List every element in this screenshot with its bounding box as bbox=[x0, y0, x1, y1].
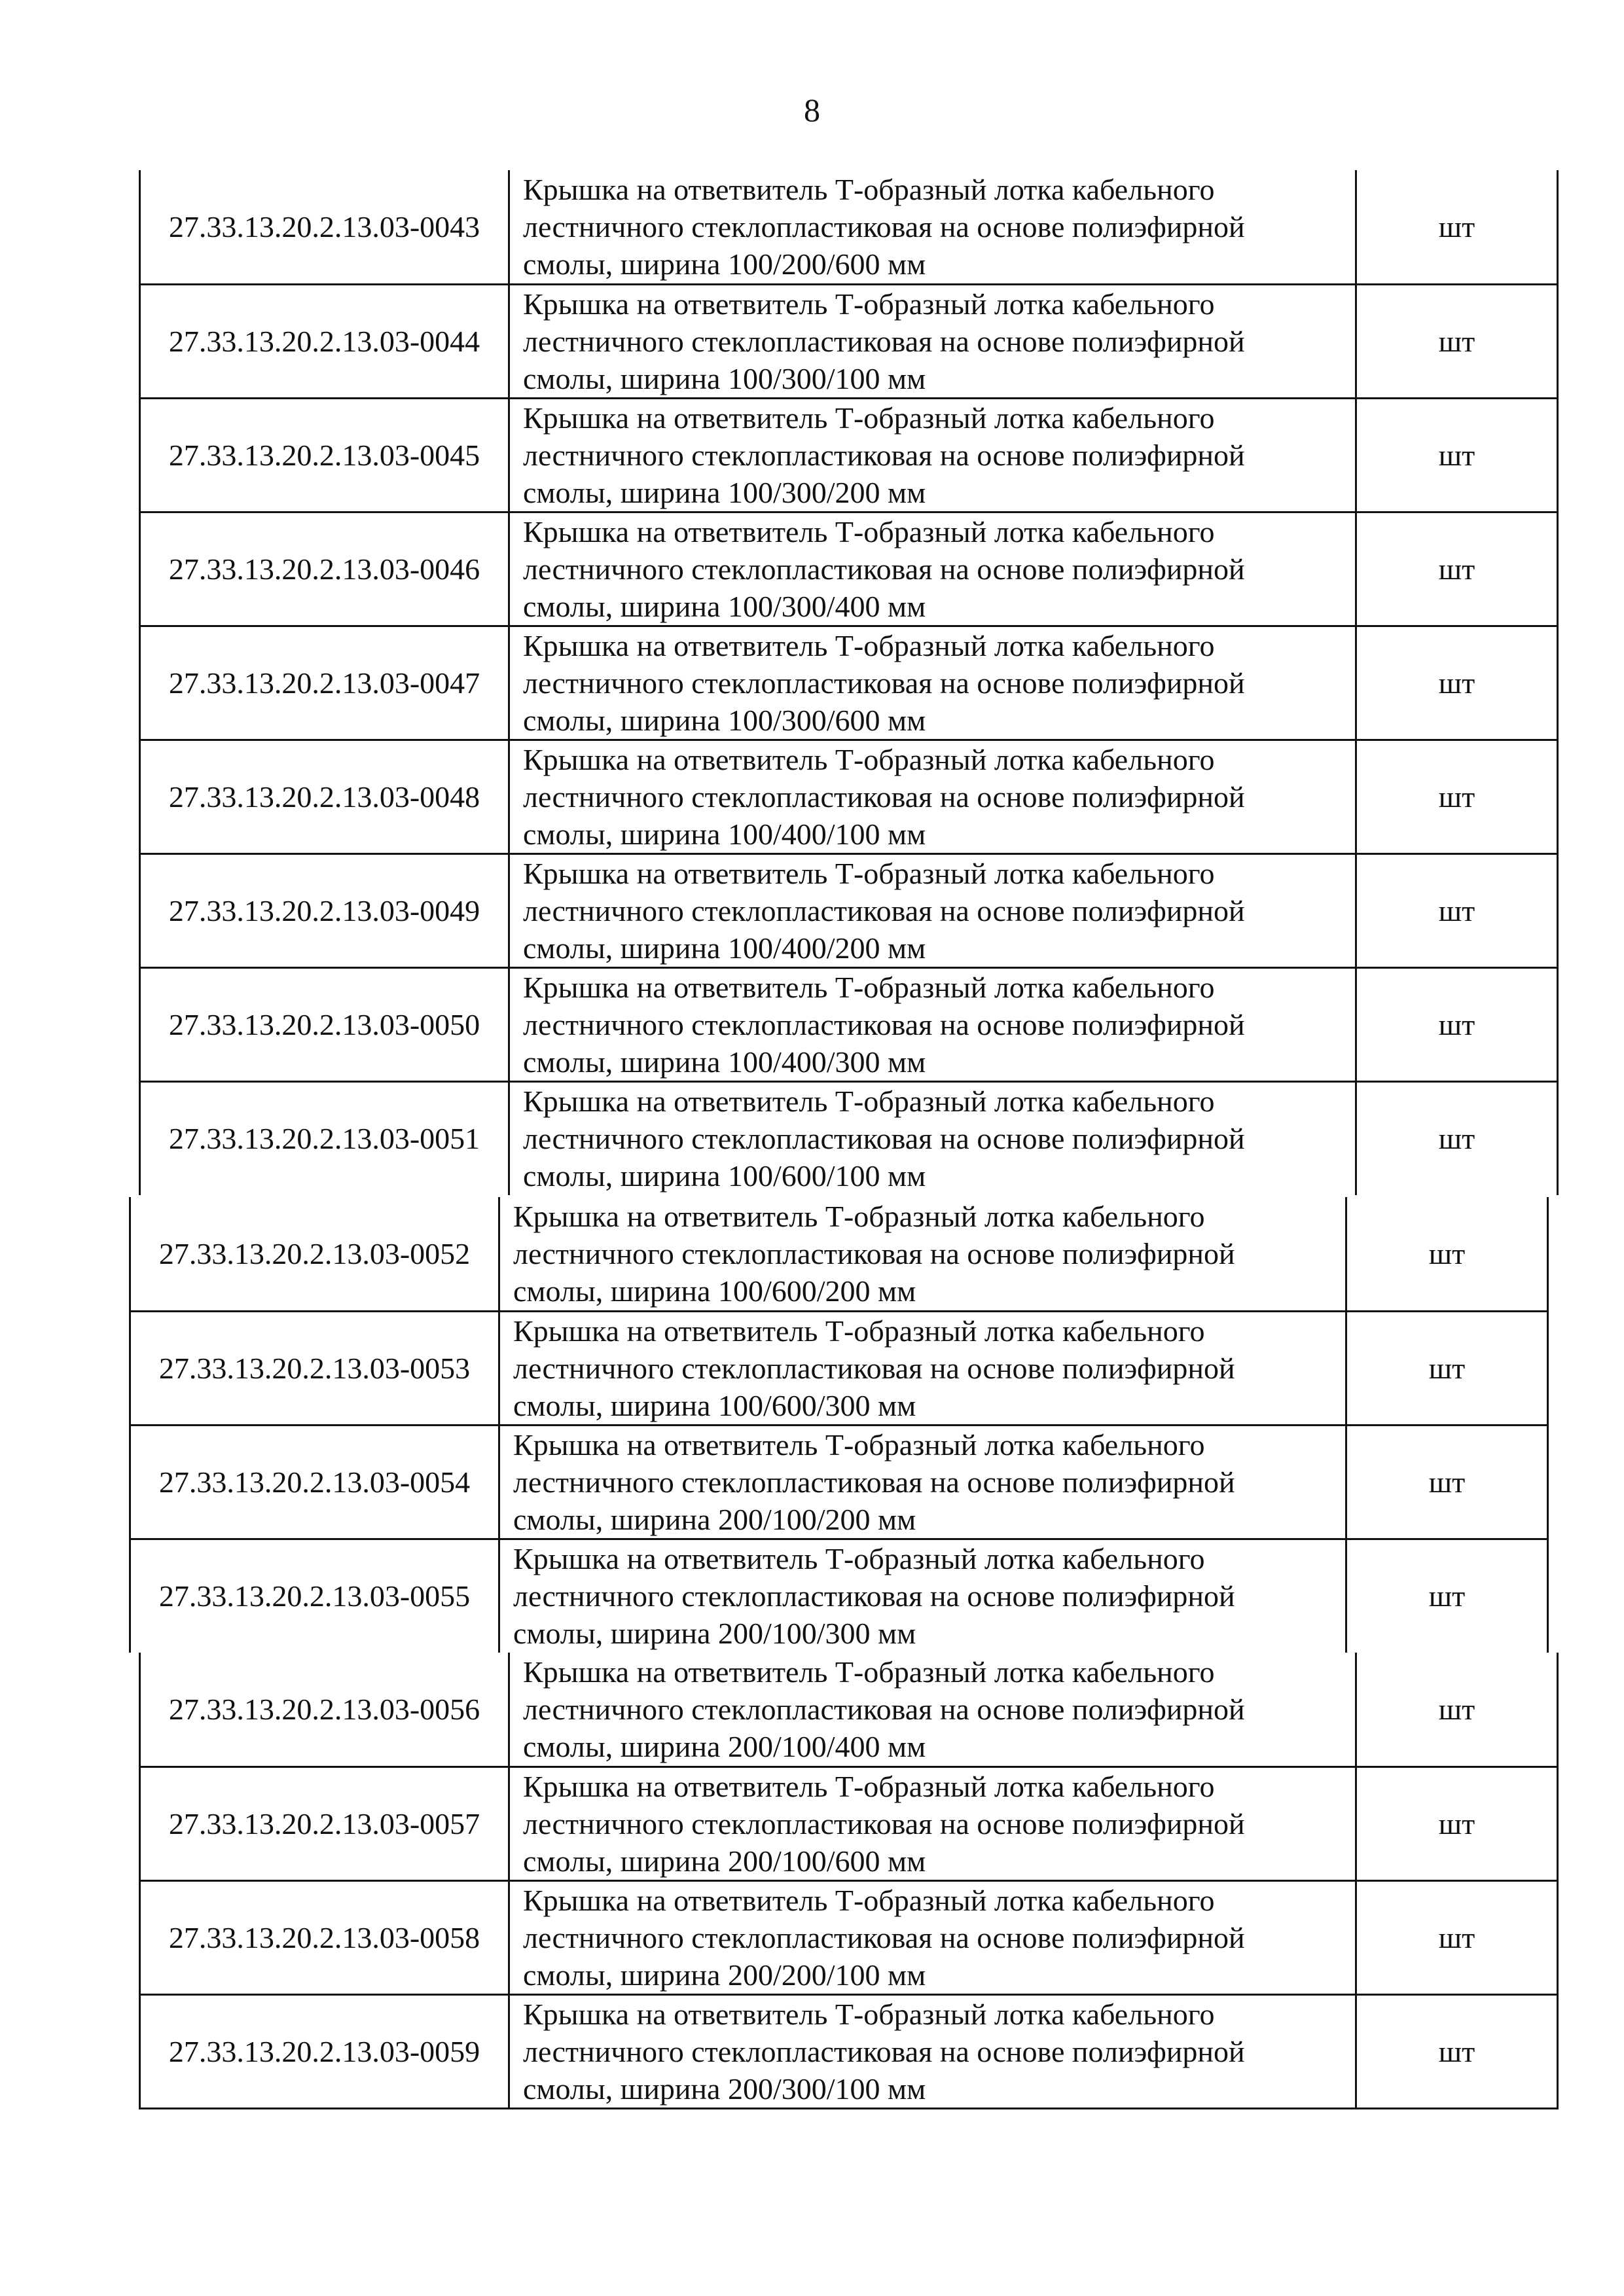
description-cell bbox=[509, 170, 1356, 284]
unit-cell bbox=[1346, 1425, 1548, 1539]
description-line: Крышка на ответвитель Т-образный лотка кабельного bbox=[523, 970, 1215, 1004]
unit-cell bbox=[1356, 512, 1558, 626]
code-cell bbox=[130, 1425, 499, 1539]
code-cell bbox=[140, 1081, 509, 1195]
description-cell bbox=[509, 1653, 1356, 1767]
description-line: лестничного стеклопластиковая на основе полиэфирной bbox=[523, 1920, 1245, 1954]
description-line: смолы, ширина 200/100/300 мм bbox=[513, 1617, 916, 1651]
code-cell bbox=[140, 1767, 509, 1880]
unit-cell bbox=[1356, 1994, 1558, 2108]
description-line: Крышка на ответвитель Т-образный лотка кабельного bbox=[523, 628, 1215, 662]
description-line: лестничного стеклопластиковая на основе полиэфирной bbox=[513, 1579, 1235, 1613]
description-line: лестничного стеклопластиковая на основе полиэфирной bbox=[523, 209, 1245, 243]
description-line: смолы, ширина 100/400/300 мм bbox=[523, 1045, 926, 1079]
description-line: смолы, ширина 200/100/200 мм bbox=[513, 1502, 916, 1536]
description-cell bbox=[509, 398, 1356, 512]
description-line: смолы, ширина 100/300/200 мм bbox=[523, 475, 926, 509]
unit-of-measure: шт bbox=[1438, 893, 1475, 927]
description-line: лестничного стеклопластиковая на основе полиэфирной bbox=[523, 438, 1245, 472]
description-line: лестничного стеклопластиковая на основе полиэфирной bbox=[523, 780, 1245, 814]
code-cell bbox=[140, 626, 509, 740]
page-number: 8 bbox=[804, 92, 820, 128]
description-line: Крышка на ответвитель Т-образный лотка кабельного bbox=[513, 1427, 1205, 1462]
table-row bbox=[140, 1653, 1558, 1767]
description-line: лестничного стеклопластиковая на основе полиэфирной bbox=[523, 324, 1245, 358]
description-line: лестничного стеклопластиковая на основе полиэфирной bbox=[523, 2034, 1245, 2068]
description-line: смолы, ширина 100/600/300 мм bbox=[513, 1388, 916, 1422]
description-cell bbox=[499, 1539, 1346, 1653]
description-cell bbox=[509, 967, 1356, 1081]
code-cell bbox=[130, 1539, 499, 1653]
description-line: лестничного стеклопластиковая на основе полиэфирной bbox=[523, 1122, 1245, 1156]
table-row bbox=[140, 1880, 1558, 1994]
table-row bbox=[140, 398, 1558, 512]
table-row bbox=[130, 1197, 1548, 1311]
description-line: смолы, ширина 100/300/100 мм bbox=[523, 361, 926, 395]
unit-cell bbox=[1356, 967, 1558, 1081]
item-code: 27.33.13.20.2.13.03-0057 bbox=[168, 1806, 480, 1840]
unit-of-measure: шт bbox=[1438, 1920, 1475, 1954]
description-cell bbox=[509, 1994, 1356, 2108]
unit-of-measure: шт bbox=[1438, 666, 1475, 700]
unit-cell bbox=[1356, 1653, 1558, 1767]
table-row bbox=[140, 1767, 1558, 1880]
table-row bbox=[140, 740, 1558, 853]
unit-cell bbox=[1356, 626, 1558, 740]
unit-of-measure: шт bbox=[1428, 1579, 1466, 1613]
unit-cell bbox=[1356, 170, 1558, 284]
description-line: смолы, ширина 200/300/100 мм bbox=[523, 2072, 926, 2106]
unit-of-measure: шт bbox=[1438, 552, 1475, 586]
unit-of-measure: шт bbox=[1438, 1692, 1475, 1726]
code-cell bbox=[140, 967, 509, 1081]
description-line: Крышка на ответвитель Т-образный лотка кабельного bbox=[523, 742, 1215, 776]
description-line: смолы, ширина 200/100/600 мм bbox=[523, 1844, 926, 1878]
description-line: Крышка на ответвитель Т-образный лотка кабельного bbox=[513, 1314, 1205, 1348]
code-cell bbox=[140, 1880, 509, 1994]
description-line: Крышка на ответвитель Т-образный лотка кабельного bbox=[523, 401, 1215, 435]
unit-cell bbox=[1346, 1197, 1548, 1311]
unit-of-measure: шт bbox=[1428, 1465, 1466, 1499]
description-line: лестничного стеклопластиковая на основе полиэфирной bbox=[513, 1236, 1235, 1270]
item-code: 27.33.13.20.2.13.03-0059 bbox=[168, 2034, 480, 2068]
unit-cell bbox=[1346, 1539, 1548, 1653]
code-cell bbox=[140, 512, 509, 626]
code-cell bbox=[130, 1311, 499, 1425]
unit-of-measure: шт bbox=[1438, 324, 1475, 358]
description-line: смолы, ширина 100/300/400 мм bbox=[523, 589, 926, 623]
unit-of-measure: шт bbox=[1428, 1351, 1466, 1385]
description-line: лестничного стеклопластиковая на основе полиэфирной bbox=[523, 1007, 1245, 1041]
item-code: 27.33.13.20.2.13.03-0053 bbox=[158, 1351, 471, 1385]
description-cell bbox=[509, 1081, 1356, 1195]
unit-of-measure: шт bbox=[1438, 1806, 1475, 1840]
item-code: 27.33.13.20.2.13.03-0054 bbox=[158, 1465, 471, 1499]
item-code: 27.33.13.20.2.13.03-0046 bbox=[168, 552, 480, 586]
description-line: Крышка на ответвитель Т-образный лотка кабельного bbox=[513, 1542, 1205, 1576]
table-body bbox=[130, 1197, 1548, 1653]
unit-cell bbox=[1356, 1880, 1558, 1994]
catalog-table-block bbox=[139, 1653, 1559, 2109]
item-code: 27.33.13.20.2.13.03-0056 bbox=[168, 1692, 480, 1726]
unit-cell bbox=[1346, 1311, 1548, 1425]
description-line: лестничного стеклопластиковая на основе полиэфирной bbox=[523, 893, 1245, 927]
description-cell bbox=[509, 1767, 1356, 1880]
unit-cell bbox=[1356, 398, 1558, 512]
unit-of-measure: шт bbox=[1438, 1122, 1475, 1156]
catalog-table-block bbox=[139, 170, 1559, 1195]
table-row bbox=[140, 967, 1558, 1081]
table-row bbox=[140, 1081, 1558, 1195]
table-row bbox=[140, 1994, 1558, 2108]
description-line: Крышка на ответвитель Т-образный лотка кабельного bbox=[513, 1199, 1205, 1233]
catalog-table-block bbox=[129, 1197, 1549, 1653]
description-line: Крышка на ответвитель Т-образный лотка кабельного bbox=[523, 1997, 1215, 2031]
description-line: смолы, ширина 100/400/200 мм bbox=[523, 931, 926, 965]
description-line: лестничного стеклопластиковая на основе полиэфирной bbox=[523, 552, 1245, 586]
description-cell bbox=[509, 853, 1356, 967]
description-line: лестничного стеклопластиковая на основе полиэфирной bbox=[523, 666, 1245, 700]
item-code: 27.33.13.20.2.13.03-0043 bbox=[168, 209, 480, 243]
item-code: 27.33.13.20.2.13.03-0051 bbox=[168, 1122, 480, 1156]
description-cell bbox=[509, 626, 1356, 740]
table-row bbox=[130, 1311, 1548, 1425]
description-line: Крышка на ответвитель Т-образный лотка кабельного bbox=[523, 287, 1215, 321]
description-line: лестничного стеклопластиковая на основе полиэфирной bbox=[523, 1692, 1245, 1726]
item-code: 27.33.13.20.2.13.03-0050 bbox=[168, 1007, 480, 1041]
unit-of-measure: шт bbox=[1438, 780, 1475, 814]
item-code: 27.33.13.20.2.13.03-0047 bbox=[168, 666, 480, 700]
description-line: Крышка на ответвитель Т-образный лотка кабельного bbox=[523, 1769, 1215, 1803]
code-cell bbox=[140, 853, 509, 967]
table-row bbox=[140, 512, 1558, 626]
description-cell bbox=[509, 284, 1356, 398]
description-line: Крышка на ответвитель Т-образный лотка кабельного bbox=[523, 172, 1215, 206]
description-line: смолы, ширина 100/300/600 мм bbox=[523, 703, 926, 737]
description-line: смолы, ширина 100/200/600 мм bbox=[523, 247, 926, 281]
table-body bbox=[140, 1653, 1558, 2108]
item-code: 27.33.13.20.2.13.03-0048 bbox=[168, 780, 480, 814]
description-line: Крышка на ответвитель Т-образный лотка кабельного bbox=[523, 856, 1215, 890]
item-code: 27.33.13.20.2.13.03-0058 bbox=[168, 1920, 480, 1954]
description-cell bbox=[509, 512, 1356, 626]
description-line: смолы, ширина 200/100/400 мм bbox=[523, 1729, 926, 1763]
item-code: 27.33.13.20.2.13.03-0052 bbox=[158, 1236, 471, 1270]
table-row bbox=[140, 170, 1558, 284]
unit-of-measure: шт bbox=[1438, 2034, 1475, 2068]
description-line: Крышка на ответвитель Т-образный лотка кабельного bbox=[523, 1883, 1215, 1917]
table-body bbox=[140, 170, 1558, 1195]
unit-cell bbox=[1356, 1767, 1558, 1880]
item-code: 27.33.13.20.2.13.03-0049 bbox=[168, 893, 480, 927]
table-row bbox=[140, 284, 1558, 398]
unit-of-measure: шт bbox=[1438, 1007, 1475, 1041]
code-cell bbox=[140, 1994, 509, 2108]
description-line: лестничного стеклопластиковая на основе полиэфирной bbox=[513, 1351, 1235, 1385]
code-cell bbox=[130, 1197, 499, 1311]
description-cell bbox=[499, 1425, 1346, 1539]
unit-cell bbox=[1356, 1081, 1558, 1195]
description-line: смолы, ширина 100/400/100 мм bbox=[523, 817, 926, 851]
unit-of-measure: шт bbox=[1438, 438, 1475, 472]
unit-of-measure: шт bbox=[1438, 209, 1475, 243]
table-row bbox=[130, 1539, 1548, 1653]
description-line: Крышка на ответвитель Т-образный лотка кабельного bbox=[523, 514, 1215, 548]
code-cell bbox=[140, 1653, 509, 1767]
table-row bbox=[130, 1425, 1548, 1539]
table-row bbox=[140, 853, 1558, 967]
item-code: 27.33.13.20.2.13.03-0045 bbox=[168, 438, 480, 472]
description-cell bbox=[509, 740, 1356, 853]
description-line: лестничного стеклопластиковая на основе полиэфирной bbox=[523, 1806, 1245, 1840]
description-line: смолы, ширина 100/600/100 мм bbox=[523, 1159, 926, 1193]
unit-of-measure: шт bbox=[1428, 1236, 1466, 1270]
description-line: смолы, ширина 100/600/200 мм bbox=[513, 1274, 916, 1308]
unit-cell bbox=[1356, 284, 1558, 398]
table-row bbox=[140, 626, 1558, 740]
description-cell bbox=[499, 1197, 1346, 1311]
unit-cell bbox=[1356, 740, 1558, 853]
description-cell bbox=[499, 1311, 1346, 1425]
code-cell bbox=[140, 740, 509, 853]
description-line: лестничного стеклопластиковая на основе полиэфирной bbox=[513, 1465, 1235, 1499]
code-cell bbox=[140, 284, 509, 398]
item-code: 27.33.13.20.2.13.03-0044 bbox=[168, 324, 480, 358]
item-code: 27.33.13.20.2.13.03-0055 bbox=[158, 1579, 471, 1613]
description-line: Крышка на ответвитель Т-образный лотка кабельного bbox=[523, 1655, 1215, 1689]
code-cell bbox=[140, 170, 509, 284]
unit-cell bbox=[1356, 853, 1558, 967]
code-cell bbox=[140, 398, 509, 512]
description-cell bbox=[509, 1880, 1356, 1994]
description-line: смолы, ширина 200/200/100 мм bbox=[523, 1958, 926, 1992]
description-line: Крышка на ответвитель Т-образный лотка кабельного bbox=[523, 1085, 1215, 1119]
